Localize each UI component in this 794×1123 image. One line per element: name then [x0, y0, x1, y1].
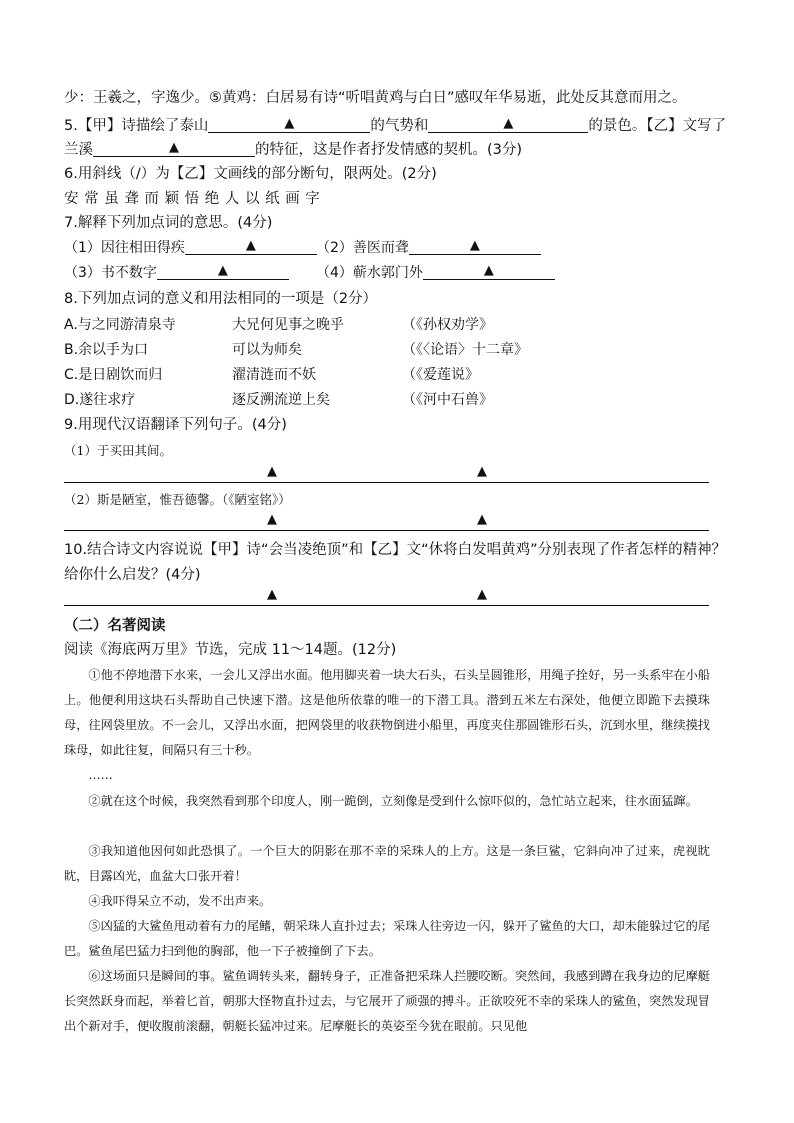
q5-text-3: 的景色。【乙】文写了 [588, 118, 727, 134]
q5-text-5: 的特征，这是作者抒发情感的契机。(3分) [255, 142, 523, 158]
blank-marker: ▲ [477, 587, 487, 602]
passage-paragraph-6: ⑥这场面只是瞬间的事。鲨鱼调转头来，翻转身子，正准备把采珠人拦腰咬断。突然间，我感到蹲在我身边的尼摩艇长突然跃身而起，举着匕首，朝那大怪物直扑过去，与它展开了顽强的搏斗。正欲咬死不幸的采珠人的鲨鱼，突然发现冒出个新对手，便收腹前滚翻，朝艇长猛冲过来。尼摩艇长的英姿至今犹在眼前。只见他 [64, 969, 710, 1033]
answer-blank[interactable] [208, 116, 370, 133]
answer-blank[interactable]: ▲ [423, 263, 555, 280]
answer-line[interactable] [64, 587, 709, 606]
answer-blank[interactable]: ▲ [185, 238, 317, 255]
q7-item-2: （2）善医而聋 ▲ [316, 238, 541, 258]
q8-option-b-source: （《〈论语〉十二章》 [402, 342, 528, 358]
answer-line[interactable] [64, 464, 709, 483]
question-9: 9.用现代汉语翻译下列句子。(4分) [64, 417, 287, 433]
blank-marker: ▲ [267, 464, 277, 479]
q8-option-a-compare: 大兄何见事之晚乎 [232, 317, 344, 333]
question-7: 7.解释下列加点词的意思。(4分) [64, 215, 273, 231]
passage-paragraph-3: ③我知道他因何如此恐惧了。一个巨大的阴影在那不幸的采珠人的上方。这是一条巨鲨，它斜向冲了过来，虎视眈眈，目露凶光，血盆大口张开着！ [64, 844, 710, 883]
blank-marker: ▲ [477, 512, 487, 527]
blank-marker: ▲ [267, 512, 277, 527]
q9-sentence-1: （1）于买田其间。 [64, 443, 172, 458]
question-6: 6.用斜线（/）为【乙】文画线的部分断句，限两处。(2分) [64, 166, 437, 182]
passage-paragraph-2: ②就在这个时候，我突然看到那个印度人，刚一跪倒，立刻像是受到什么惊吓似的，急忙站立起来，往水面猛蹿。 [88, 794, 698, 808]
q5-text-4: 兰溪 [64, 142, 93, 158]
question-10-line1: 10.结合诗文内容说说【甲】诗“会当凌绝顶”和【乙】文“休将白发唱黄鸡”分别表现了作者怎样的精神？ [64, 542, 727, 558]
question-8: 8.下列加点词的意义和用法相同的一项是（2分） [64, 291, 378, 307]
q8-option-d-source: （《河中石兽》 [402, 392, 493, 408]
question-10-line2: 给你什么启发？(4分) [64, 567, 201, 583]
q7-item-4: （4）蕲水郭门外 ▲ [316, 263, 555, 283]
passage-paragraph-4: ④我吓得呆立不动，发不出声来。 [88, 894, 272, 908]
answer-blank[interactable]: ▲ [157, 263, 289, 280]
answer-blank[interactable]: ▲ [409, 238, 541, 255]
passage-ellipsis: …… [88, 768, 113, 782]
q8-option-c-compare: 濯清涟而不妖 [232, 367, 316, 383]
answer-line[interactable] [64, 512, 709, 531]
blank-marker: ▲ [503, 116, 514, 131]
q8-option-d[interactable]: D.遂往求疗 [64, 392, 136, 408]
q8-option-b-compare: 可以为师矣 [232, 342, 302, 358]
q7-item-1: （1）因往相田得疾 ▲ [64, 238, 317, 258]
q5-text-1: 5.【甲】诗描绘了泰山 [64, 118, 209, 134]
question-5-line1 [64, 116, 726, 136]
blank-marker: ▲ [267, 587, 277, 602]
q5-text-2: 的气势和 [370, 118, 429, 134]
q8-option-c[interactable]: C.是日剧饮而归 [64, 367, 163, 383]
section-title: （二）名著阅读 [64, 618, 166, 634]
answer-blank[interactable] [93, 140, 255, 157]
question-5-line2 [64, 140, 522, 160]
q8-option-a[interactable]: A.与之同游清泉寺 [64, 317, 176, 333]
question-6-chars: 安 常 虽 聋 而 颖 悟 绝 人 以 纸 画 字 [64, 191, 321, 207]
passage-paragraph-1: ①他不停地潜下水来，一会儿又浮出水面。他用脚夹着一块大石头，石头呈圆锥形，用绳子拴好，另一头系牢在小船上。他便利用这块石头帮助自己快速下潜。这是他所依靠的唯一的下潜工具。潜到五米左右深处，他便立即跪下去摸珠母，往网袋里放。不一会儿，又浮出水面，把网袋里的收获物倒进小船里，再度夹住那圆锥形石头，沉到水里，继续摸找珠母，如此往复，间隔只有三十秒。 [64, 668, 710, 757]
section-intro: 阅读《海底两万里》节选，完成 11～14题。(12分) [64, 642, 397, 658]
q8-option-a-source: （《孙权劝学》 [402, 317, 493, 333]
q8-option-d-compare: 逐反溯流逆上矣 [232, 392, 330, 408]
passage-paragraph-5: ⑤凶猛的大鲨鱼甩动着有力的尾鳍，朝采珠人直扑过去；采珠人往旁边一闪，躲开了鲨鱼的大口，却未能躲过它的尾巴。鲨鱼尾巴猛力扫到他的胸部，他一下子被撞倒了下去。 [64, 919, 710, 958]
blank-marker: ▲ [477, 464, 487, 479]
annotation-note: 少：王羲之，字逸少。⑤黄鸡：白居易有诗“听唱黄鸡与白日”感叹年华易逝，此处反其意而用之。 [64, 90, 687, 106]
blank-marker: ▲ [169, 140, 179, 155]
q8-option-c-source: （《爱莲说》 [402, 367, 479, 383]
q9-sentence-2: （2）斯是陋室，惟吾德馨。（《陋室铭》） [64, 492, 291, 507]
q8-option-b[interactable]: B.余以手为口 [64, 342, 149, 358]
q7-item-3: （3）书不数字 ▲ [64, 263, 289, 283]
answer-blank[interactable] [428, 116, 588, 133]
blank-marker: ▲ [284, 116, 295, 131]
